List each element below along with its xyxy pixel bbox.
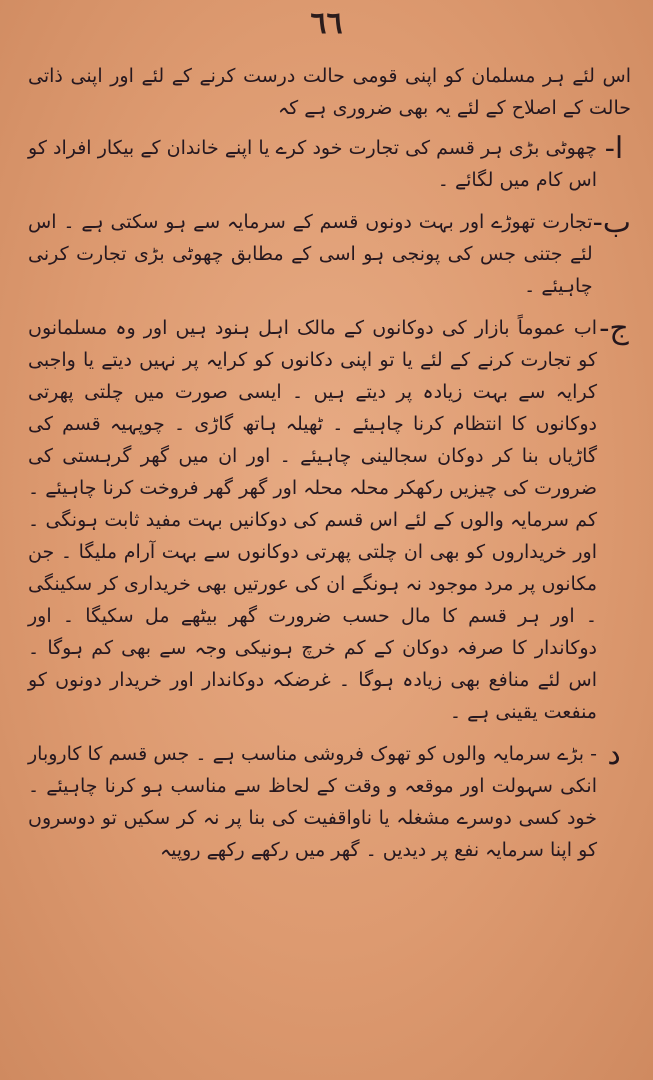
list-marker: ج- — [599, 311, 629, 346]
list-item-jeem — [28, 312, 631, 728]
list-item-alif — [28, 132, 631, 196]
list-item-be — [28, 206, 631, 302]
list-item-daal — [28, 738, 631, 866]
page-number: ٦٦ — [310, 6, 343, 41]
list-marker: ا- — [604, 131, 624, 166]
list-item-text: چھوٹی بڑی ہر قسم کی تجارت خود کرے یا اپنے خاندان کے بیکار افراد کو اس کام میں لگائے ۔ — [28, 137, 597, 191]
list-item-text: اب عموماً بازار کی دوکانوں کے مالک اہل ہنود ہیں اور وہ مسلمانوں کو تجارت کرنے کے لئے یا تو اپنی دکانوں کو کرایہ پر نہیں دیتے یا واجبی کرایہ سے بہت زیادہ پر دیتے ہیں ۔ ایسی صورت میں چلتی پھرتی دوکانوں کا انتظام کرنا چاہیئے ۔ ٹھیلہ ہاتھ گاڑی ۔ چوپہیہ قسم کی گاڑیاں بنا کر دوکان سجالینی چاہیئے ۔ اور ان میں گھر گرہستی کی ضرورت کی چیزیں رکھکر محلہ محلہ اور گھر گھر فروخت کرنا چاہیئے ۔ کم سرمایہ والوں کے لئے اس قسم کی دوکانیں بہت مفید ثابت ہونگی ۔ اور خریداروں کو بھی ان چلتی پھرتی دوکانوں سے بہت آرام ملیگا ۔ جن مکانوں پر مرد موجود نہ ہونگے ان کی عورتیں بھی خریداری کر سکینگی ۔ اور ہر قسم کا مال حسب ضرورت گھر بیٹھے مل سکیگا ۔ اور دوکاندار کا صرفہ دوکان کے کم خرچ ہونیکی وجہ سے بھی کم ہوگا ۔ اس لئے منافع بھی زیادہ ہوگا ۔ غرضکہ دوکاندار اور خریدار دونوں کو منفعت یقینی ہے ۔ — [28, 317, 597, 723]
list-item-text: تجارت تھوڑے اور بہت دونوں قسم کے سرمایہ سے ہو سکتی ہے ۔ اس لئے جتنی جس کی پونجی ہو اسی کے مطابق چھوٹی بڑی تجارت کرنی چاہیئے ۔ — [28, 211, 593, 297]
list-item-text: - بڑے سرمایہ والوں کو تھوک فروشی مناسب ہے ۔ جس قسم کا کاروبار انکی سہولت اور موقعہ و وقت کے لحاظ سے مناسب ہو کرنا چاہیئے ۔ خود کسی دوسرے مشغلہ یا ناواقفیت کی بنا پر نہ کر سکیں تو دوسروں کو اپنا سرمایہ نفع پر دیدیں ۔ گھر میں رکھے رکھے روپیہ — [28, 743, 597, 861]
list-marker: ب- — [592, 205, 631, 240]
list-marker: د — [607, 737, 621, 772]
page-body — [28, 60, 631, 876]
intro-paragraph: اس لئے ہر مسلمان کو اپنی قومی حالت درست کرنے کے لئے اور اپنی ذاتی حالت کے اصلاح کے لئے یہ بھی ضروری ہے کہ — [28, 65, 631, 119]
